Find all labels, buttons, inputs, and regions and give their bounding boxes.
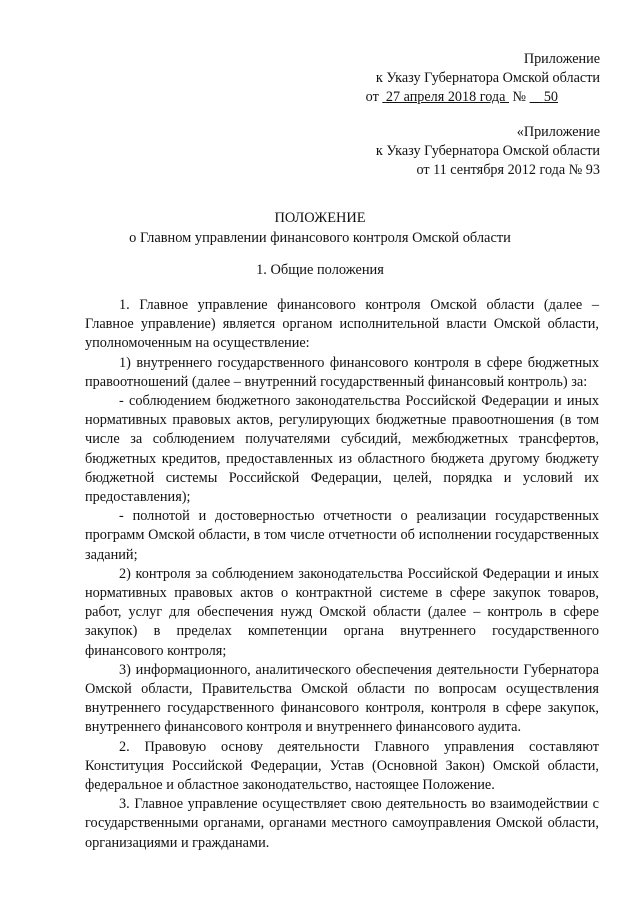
decree-reference: к Указу Губернатора Омской области xyxy=(375,70,600,86)
title-subheading: о Главном управлении финансового контроля Омской области xyxy=(129,229,511,246)
paragraph: 1. Главное управление финансового контроля Омской области (далее – Главное управление) является органом исполнительной власти Омской области, уполномоченным на осуществление: xyxy=(85,297,599,352)
paragraph: 3) информационного, аналитического обеспечения деятельности Губернатора Омской области, Правительства Омской области по вопросам осуществления внутреннего государственного финансового контроля, контроля в сфере закупок, внутреннего финансового контроля и внутреннего финансового аудита. xyxy=(85,661,599,736)
appendix-header-original xyxy=(376,123,600,180)
paragraph: - соблюдением бюджетного законодательства Российской Федерации и иных нормативных правовых актов, регулирующих бюджетные правоотношения (в том числе за соблюдением получателями субсидий, межбюджетных трансфертов, бюджетных кредитов, предоставленных из областного бюджета другому бюджету бюджетной системы Российской Федерации, целей, порядка и условий их предоставления); xyxy=(85,393,599,506)
appendix-label: Приложение xyxy=(523,51,600,67)
decree-date-line: от 11 сентября 2012 года № 93 xyxy=(416,162,600,178)
document-title xyxy=(0,209,640,248)
decree-date-line xyxy=(366,88,600,107)
paragraph: 2) контроля за соблюдением законодательства Российской Федерации и иных нормативных правовых актов о контрактной системе в сфере закупок товаров, работ, услуг для обеспечения нужд Омской области (далее – контроль в сфере закупок) в пределах компетенции органа внутреннего государственного финансового контроля; xyxy=(85,565,599,659)
title-heading: ПОЛОЖЕНИЕ xyxy=(274,210,366,226)
paragraph: 3. Главное управление осуществляет свою деятельность во взаимодействии с государственными органами, органами местного самоуправления Омской области, организациями и гражданами. xyxy=(85,796,599,851)
decree-reference: к Указу Губернатора Омской области xyxy=(375,143,600,159)
document-body xyxy=(85,296,599,853)
appendix-header-current xyxy=(366,50,600,107)
paragraph: 2. Правовую основу деятельности Главного управления составляют Конституция Российской Федерации, Устав (Основной Закон) Омской области, федеральное и областное законодательство, настоящее Положение. xyxy=(85,738,599,794)
section-heading: 1. Общие положения xyxy=(256,262,384,278)
date-prefix: от xyxy=(365,89,379,105)
paragraph: 1) внутреннего государственного финансового контроля в сфере бюджетных правоотношений (далее – внутренний государственный финансовый контроль) за: xyxy=(85,354,599,390)
appendix-label: «Приложение xyxy=(516,124,600,140)
decree-date: 27 апреля 2018 года xyxy=(385,89,506,105)
paragraph: - полнотой и достоверностью отчетности о реализации государственных программ Омской области, в том числе отчетности об исполнении государственных заданий; xyxy=(85,508,599,563)
decree-number: 50 xyxy=(543,89,558,105)
number-sign: № xyxy=(512,89,527,105)
